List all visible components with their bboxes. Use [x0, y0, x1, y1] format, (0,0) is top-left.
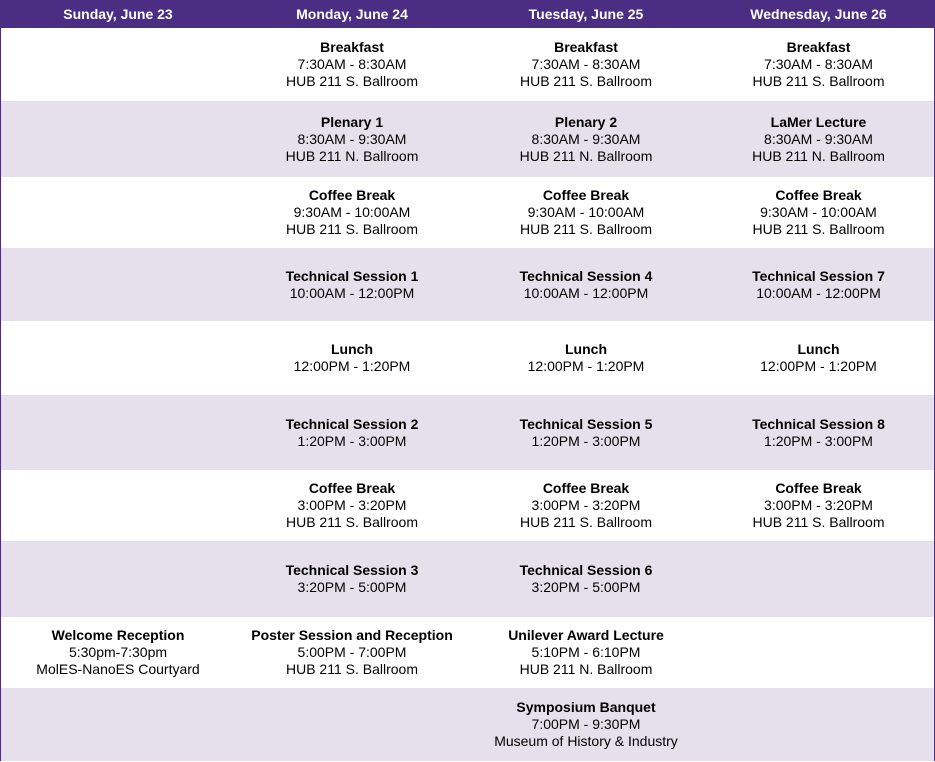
- event-cell-sunday: [1, 688, 235, 761]
- event-title: Breakfast: [554, 39, 618, 55]
- event-cell-tuesday: [469, 248, 703, 321]
- event-title: Technical Session 2: [285, 415, 419, 432]
- event-title: Coffee Break: [308, 187, 396, 203]
- event-location: HUB 211 S. Ballroom: [285, 514, 418, 530]
- event-time: 3:00PM - 3:20PM: [531, 497, 641, 513]
- event-cell-wednesday: [703, 321, 934, 395]
- schedule-row: [1, 28, 934, 101]
- event-cell-sunday: [1, 617, 235, 688]
- event-cell-monday: [235, 28, 469, 101]
- event-location: HUB 211 N. Ballroom: [519, 661, 653, 677]
- event-cell-sunday: [1, 28, 235, 101]
- schedule-row: [1, 541, 934, 617]
- event-cell-sunday: [1, 321, 235, 395]
- event-cell-sunday: [1, 248, 235, 321]
- event-title: Technical Session 1: [285, 267, 419, 284]
- event-title: Technical Session 4: [519, 267, 653, 284]
- event-location: HUB 211 S. Ballroom: [285, 661, 418, 677]
- event-cell-monday: [235, 470, 469, 541]
- event-time: 3:20PM - 5:00PM: [531, 579, 641, 595]
- event-cell-monday: [235, 395, 469, 470]
- event-location: HUB 211 S. Ballroom: [519, 73, 652, 89]
- schedule-row: [1, 177, 934, 248]
- event-time: 5:00PM - 7:00PM: [297, 644, 407, 660]
- event-location: HUB 211 N. Ballroom: [752, 147, 885, 164]
- event-title: Technical Session 8: [752, 415, 885, 432]
- event-time: 8:30AM - 9:30AM: [297, 130, 407, 147]
- event-time: 10:00AM - 12:00PM: [523, 284, 649, 301]
- event-time: 12:00PM - 1:20PM: [527, 358, 645, 374]
- event-location: HUB 211 S. Ballroom: [752, 73, 885, 89]
- event-location: HUB 211 N. Ballroom: [285, 147, 419, 164]
- schedule-row: [1, 470, 934, 541]
- event-time: 8:30AM - 9:30AM: [531, 130, 641, 147]
- event-cell-monday: [235, 177, 469, 248]
- event-cell-wednesday: [703, 541, 934, 617]
- event-title: Coffee Break: [775, 480, 862, 496]
- schedule-row: [1, 101, 934, 177]
- event-location: Museum of History & Industry: [494, 733, 678, 749]
- event-cell-wednesday: [703, 177, 934, 248]
- day-header-sunday: Sunday, June 23: [1, 0, 235, 28]
- event-cell-sunday: [1, 395, 235, 470]
- schedule-table: [1, 0, 934, 761]
- event-cell-wednesday: [703, 395, 934, 470]
- event-cell-tuesday: [469, 617, 703, 688]
- event-cell-wednesday: [703, 248, 934, 321]
- event-time: 12:00PM - 1:20PM: [760, 358, 877, 374]
- event-title: Technical Session 6: [519, 562, 653, 578]
- event-title: Coffee Break: [308, 480, 396, 496]
- event-cell-tuesday: [469, 177, 703, 248]
- event-cell-sunday: [1, 101, 235, 177]
- event-location: HUB 211 S. Ballroom: [285, 221, 418, 237]
- day-header-monday: Monday, June 24: [235, 0, 469, 28]
- event-cell-tuesday: [469, 470, 703, 541]
- event-location: HUB 211 S. Ballroom: [752, 221, 885, 237]
- event-title: LaMer Lecture: [770, 113, 867, 130]
- event-time: 7:30AM - 8:30AM: [531, 56, 641, 72]
- event-time: 9:30AM - 10:00AM: [760, 204, 877, 220]
- event-cell-monday: [235, 541, 469, 617]
- event-cell-sunday: [1, 541, 235, 617]
- event-title: Technical Session 7: [752, 267, 885, 284]
- schedule-row: [1, 395, 934, 470]
- event-cell-sunday: [1, 470, 235, 541]
- event-title: Breakfast: [320, 39, 384, 55]
- event-time: 1:20PM - 3:00PM: [764, 432, 873, 449]
- event-time: 12:00PM - 1:20PM: [293, 358, 411, 374]
- event-title: Symposium Banquet: [516, 699, 656, 715]
- event-title: Welcome Reception: [51, 627, 185, 643]
- event-cell-tuesday: [469, 688, 703, 761]
- event-time: 3:20PM - 5:00PM: [297, 579, 407, 595]
- schedule-row: [1, 248, 934, 321]
- event-time: 10:00AM - 12:00PM: [289, 284, 415, 301]
- event-location: HUB 211 S. Ballroom: [285, 73, 418, 89]
- event-cell-tuesday: [469, 101, 703, 177]
- event-time: 3:00PM - 3:20PM: [297, 497, 407, 513]
- event-title: Coffee Break: [542, 187, 630, 203]
- event-location: HUB 211 N. Ballroom: [519, 147, 653, 164]
- event-cell-monday: [235, 101, 469, 177]
- event-time: 8:30AM - 9:30AM: [764, 130, 873, 147]
- event-time: 5:10PM - 6:10PM: [531, 644, 641, 660]
- event-time: 9:30AM - 10:00AM: [293, 204, 411, 220]
- event-title: Coffee Break: [775, 187, 862, 203]
- event-cell-monday: [235, 617, 469, 688]
- day-header-wednesday: Wednesday, June 26: [703, 0, 934, 28]
- event-title: Lunch: [797, 341, 840, 357]
- schedule-row: [1, 617, 934, 688]
- event-location: HUB 211 S. Ballroom: [519, 221, 652, 237]
- event-cell-wednesday: [703, 101, 934, 177]
- event-time: 5:30pm-7:30pm: [68, 644, 168, 660]
- event-location: HUB 211 S. Ballroom: [519, 514, 652, 530]
- event-cell-wednesday: [703, 688, 934, 761]
- event-title: Unilever Award Lecture: [508, 627, 664, 643]
- event-title: Plenary 1: [320, 113, 384, 130]
- schedule-row: [1, 688, 934, 761]
- header-row: [1, 0, 934, 28]
- event-title: Breakfast: [786, 39, 851, 55]
- day-header-tuesday: Tuesday, June 25: [469, 0, 703, 28]
- event-cell-tuesday: [469, 28, 703, 101]
- event-cell-sunday: [1, 177, 235, 248]
- event-cell-tuesday: [469, 321, 703, 395]
- event-title: Technical Session 5: [519, 415, 653, 432]
- event-time: 1:20PM - 3:00PM: [531, 432, 641, 449]
- event-time: 7:30AM - 8:30AM: [297, 56, 407, 72]
- schedule-row: [1, 321, 934, 395]
- event-cell-tuesday: [469, 541, 703, 617]
- event-cell-wednesday: [703, 617, 934, 688]
- event-time: 3:00PM - 3:20PM: [764, 497, 873, 513]
- event-title: Lunch: [565, 341, 607, 357]
- event-time: 1:20PM - 3:00PM: [297, 432, 407, 449]
- event-time: 10:00AM - 12:00PM: [756, 284, 881, 301]
- event-time: 7:00PM - 9:30PM: [531, 716, 641, 732]
- event-title: Plenary 2: [554, 113, 618, 130]
- event-cell-wednesday: [703, 28, 934, 101]
- event-cell-wednesday: [703, 470, 934, 541]
- event-cell-monday: [235, 688, 469, 761]
- event-cell-monday: [235, 248, 469, 321]
- event-title: Technical Session 3: [285, 562, 419, 578]
- event-cell-tuesday: [469, 395, 703, 470]
- event-location: HUB 211 S. Ballroom: [752, 514, 885, 530]
- event-title: Coffee Break: [542, 480, 630, 496]
- event-time: 9:30AM - 10:00AM: [527, 204, 645, 220]
- event-time: 7:30AM - 8:30AM: [764, 56, 873, 72]
- event-title: Lunch: [331, 341, 373, 357]
- event-cell-monday: [235, 321, 469, 395]
- event-location: MolES-NanoES Courtyard: [36, 661, 200, 677]
- event-title: Poster Session and Reception: [251, 627, 453, 643]
